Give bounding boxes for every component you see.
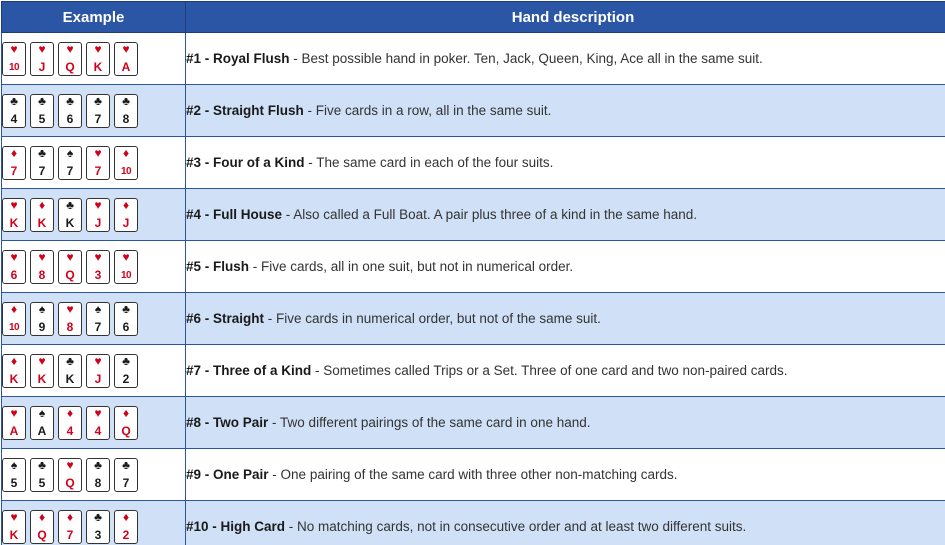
description-cell	[186, 137, 945, 189]
playing-card	[30, 250, 54, 284]
card-rank-label: Q	[65, 475, 75, 490]
playing-card	[58, 302, 82, 336]
playing-card	[86, 458, 110, 492]
playing-card	[30, 406, 54, 440]
card-rank-label: 7	[66, 527, 74, 542]
playing-card	[86, 146, 110, 180]
example-cell	[2, 241, 186, 293]
card-rank-label: A	[121, 59, 131, 74]
diamonds-suit-icon: ♦	[122, 405, 130, 420]
card-rank-label: K	[65, 371, 75, 386]
hand-description-text: Five cards in numerical order, but not of the same suit.	[276, 311, 601, 326]
table-row	[2, 33, 945, 85]
hand-description-text: Also called a Full Boat. A pair plus three of a kind in the same hand.	[293, 207, 698, 222]
clubs-suit-icon: ♣	[38, 93, 46, 108]
card-rank-label: Q	[65, 267, 75, 282]
playing-card	[30, 198, 54, 232]
playing-card	[30, 510, 54, 544]
hand-rank-label: #3 - Four of a Kind	[186, 155, 305, 170]
diamonds-suit-icon: ♦	[122, 197, 130, 212]
card-rank-label: 8	[38, 267, 46, 282]
hearts-suit-icon: ♥	[10, 197, 18, 212]
description-cell	[186, 241, 945, 293]
description-cell	[186, 85, 945, 137]
card-rank-label: K	[9, 215, 19, 230]
card-rank-label: K	[9, 527, 19, 542]
column-header-description: Hand description	[186, 2, 945, 33]
card-rank-label: 5	[10, 475, 18, 490]
table-body	[2, 33, 945, 545]
table-row	[2, 137, 945, 189]
hearts-suit-icon: ♥	[38, 41, 46, 56]
description-cell	[186, 397, 945, 449]
clubs-suit-icon: ♣	[94, 457, 102, 472]
hearts-suit-icon: ♥	[66, 41, 74, 56]
separator-text: -	[304, 155, 317, 170]
card-rank-label: 2	[122, 527, 130, 542]
card-rank-label: K	[37, 371, 47, 386]
playing-card	[2, 302, 26, 336]
separator-text: -	[289, 51, 302, 66]
playing-card	[30, 146, 54, 180]
card-rank-label: 4	[94, 423, 102, 438]
diamonds-suit-icon: ♦	[122, 145, 130, 160]
card-rank-label: J	[38, 59, 46, 74]
clubs-suit-icon: ♣	[38, 145, 46, 160]
header-row	[2, 2, 945, 33]
table-row	[2, 449, 945, 501]
playing-card	[2, 458, 26, 492]
card-rank-label: 3	[94, 267, 102, 282]
example-cell	[2, 189, 186, 241]
hearts-suit-icon: ♥	[94, 353, 102, 368]
spades-suit-icon: ♠	[94, 301, 102, 316]
hearts-suit-icon: ♥	[38, 249, 46, 264]
card-rank-label: Q	[37, 527, 47, 542]
hand-description-text: The same card in each of the four suits.	[316, 155, 554, 170]
hand-description-text: One pairing of the same card with three other non-matching cards.	[280, 467, 678, 482]
card-rank-label: 5	[38, 475, 46, 490]
example-cell	[2, 293, 186, 345]
table-row	[2, 345, 945, 397]
card-rank-label: A	[9, 423, 19, 438]
card-rank-label: Q	[65, 59, 75, 74]
example-cell	[2, 501, 186, 545]
table-row	[2, 293, 945, 345]
clubs-suit-icon: ♣	[38, 457, 46, 472]
card-rank-label: 8	[66, 319, 74, 334]
table-row	[2, 189, 945, 241]
card-rank-label: 8	[122, 111, 130, 126]
card-rank-label: Q	[121, 423, 131, 438]
card-rank-label: 6	[122, 319, 130, 334]
description-cell	[186, 293, 945, 345]
playing-card	[58, 198, 82, 232]
playing-card	[86, 406, 110, 440]
example-cell	[2, 137, 186, 189]
playing-card	[114, 42, 138, 76]
hand-rank-label: #9 - One Pair	[186, 467, 269, 482]
playing-card	[86, 354, 110, 388]
clubs-suit-icon: ♣	[122, 93, 130, 108]
hearts-suit-icon: ♥	[10, 405, 18, 420]
poker-hands-table	[1, 1, 945, 545]
separator-text: -	[303, 103, 316, 118]
card-rank-label: 7	[38, 163, 46, 178]
playing-card	[30, 354, 54, 388]
playing-card	[86, 302, 110, 336]
diamonds-suit-icon: ♦	[10, 301, 18, 316]
separator-text: -	[264, 311, 277, 326]
card-rank-label: 7	[66, 163, 74, 178]
table-row	[2, 501, 945, 545]
card-rank-label: 6	[10, 267, 18, 282]
hand-rank-label: #1 - Royal Flush	[186, 51, 290, 66]
playing-card	[2, 510, 26, 544]
hand-description-text: Five cards, all in one suit, but not in numerical order.	[261, 259, 574, 274]
playing-card	[114, 250, 138, 284]
card-rank-label: 10	[120, 165, 132, 177]
card-rank-label: J	[94, 371, 102, 386]
hearts-suit-icon: ♥	[94, 145, 102, 160]
hand-description-text: Five cards in a row, all in the same suit.	[315, 103, 552, 118]
card-rank-label: 3	[94, 527, 102, 542]
playing-card	[2, 250, 26, 284]
playing-card	[30, 42, 54, 76]
hearts-suit-icon: ♥	[94, 197, 102, 212]
playing-card	[58, 406, 82, 440]
playing-card	[114, 458, 138, 492]
example-cell	[2, 33, 186, 85]
playing-card	[58, 94, 82, 128]
separator-text: -	[311, 363, 324, 378]
example-cell	[2, 85, 186, 137]
playing-card	[114, 406, 138, 440]
table-row	[2, 397, 945, 449]
playing-card	[2, 146, 26, 180]
playing-card	[58, 250, 82, 284]
diamonds-suit-icon: ♦	[38, 197, 46, 212]
hearts-suit-icon: ♥	[10, 249, 18, 264]
description-cell	[186, 33, 945, 85]
playing-card	[86, 42, 110, 76]
separator-text: -	[285, 519, 298, 534]
card-rank-label: 7	[94, 163, 102, 178]
playing-card	[30, 458, 54, 492]
spades-suit-icon: ♠	[66, 145, 74, 160]
playing-card	[114, 354, 138, 388]
diamonds-suit-icon: ♦	[66, 509, 74, 524]
playing-card	[58, 458, 82, 492]
spades-suit-icon: ♠	[38, 405, 46, 420]
diamonds-suit-icon: ♦	[122, 509, 130, 524]
clubs-suit-icon: ♣	[66, 353, 74, 368]
diamonds-suit-icon: ♦	[38, 509, 46, 524]
card-rank-label: J	[122, 215, 130, 230]
card-rank-label: 10	[8, 61, 20, 73]
column-header-example: Example	[2, 2, 186, 33]
spades-suit-icon: ♠	[10, 457, 18, 472]
hearts-suit-icon: ♥	[122, 41, 130, 56]
separator-text: -	[268, 415, 281, 430]
playing-card	[114, 302, 138, 336]
hearts-suit-icon: ♥	[94, 41, 102, 56]
card-rank-label: 7	[10, 163, 18, 178]
hand-rank-label: #8 - Two Pair	[186, 415, 269, 430]
hearts-suit-icon: ♥	[10, 41, 18, 56]
spades-suit-icon: ♠	[38, 301, 46, 316]
card-rank-label: 4	[66, 423, 74, 438]
hand-rank-label: #4 - Full House	[186, 207, 283, 222]
clubs-suit-icon: ♣	[122, 353, 130, 368]
playing-card	[58, 510, 82, 544]
playing-card	[114, 94, 138, 128]
hearts-suit-icon: ♥	[10, 509, 18, 524]
hearts-suit-icon: ♥	[122, 249, 130, 264]
diamonds-suit-icon: ♦	[10, 353, 18, 368]
hearts-suit-icon: ♥	[94, 405, 102, 420]
hand-description-text: No matching cards, not in consecutive order and at least two different suits.	[297, 519, 747, 534]
clubs-suit-icon: ♣	[94, 93, 102, 108]
hand-rank-label: #7 - Three of a Kind	[186, 363, 312, 378]
card-rank-label: 9	[38, 319, 46, 334]
playing-card	[86, 198, 110, 232]
description-cell	[186, 449, 945, 501]
hearts-suit-icon: ♥	[94, 249, 102, 264]
playing-card	[58, 42, 82, 76]
card-rank-label: K	[37, 215, 47, 230]
card-rank-label: 10	[120, 269, 132, 281]
card-rank-label: 4	[10, 111, 18, 126]
card-rank-label: 10	[8, 321, 20, 333]
hearts-suit-icon: ♥	[66, 457, 74, 472]
hearts-suit-icon: ♥	[38, 353, 46, 368]
example-cell	[2, 397, 186, 449]
hand-rank-label: #2 - Straight Flush	[186, 103, 304, 118]
playing-card	[2, 406, 26, 440]
playing-card	[30, 94, 54, 128]
diamonds-suit-icon: ♦	[10, 145, 18, 160]
playing-card	[2, 198, 26, 232]
example-cell	[2, 345, 186, 397]
separator-text: -	[282, 207, 294, 222]
card-rank-label: K	[9, 371, 19, 386]
hand-description-text: Best possible hand in poker. Ten, Jack, Queen, King, Ace all in the same suit.	[301, 51, 763, 66]
clubs-suit-icon: ♣	[122, 457, 130, 472]
card-rank-label: 5	[38, 111, 46, 126]
hand-rank-label: #5 - Flush	[186, 259, 250, 274]
card-rank-label: 6	[66, 111, 74, 126]
hand-rank-label: #6 - Straight	[186, 311, 265, 326]
hand-description-text: Two different pairings of the same card in one hand.	[280, 415, 591, 430]
card-rank-label: J	[94, 215, 102, 230]
description-cell	[186, 501, 945, 545]
description-cell	[186, 345, 945, 397]
table-row	[2, 85, 945, 137]
playing-card	[114, 510, 138, 544]
card-rank-label: 2	[122, 371, 130, 386]
playing-card	[86, 510, 110, 544]
playing-card	[30, 302, 54, 336]
card-rank-label: 7	[122, 475, 130, 490]
playing-card	[58, 146, 82, 180]
table-row	[2, 241, 945, 293]
playing-card	[2, 354, 26, 388]
card-rank-label: K	[65, 215, 75, 230]
clubs-suit-icon: ♣	[122, 301, 130, 316]
diamonds-suit-icon: ♦	[66, 405, 74, 420]
clubs-suit-icon: ♣	[10, 93, 18, 108]
example-cell	[2, 449, 186, 501]
playing-card	[114, 146, 138, 180]
hearts-suit-icon: ♥	[66, 301, 74, 316]
playing-card	[58, 354, 82, 388]
playing-card	[2, 42, 26, 76]
separator-text: -	[268, 467, 281, 482]
description-cell	[186, 189, 945, 241]
card-rank-label: A	[37, 423, 47, 438]
card-rank-label: 8	[94, 475, 102, 490]
clubs-suit-icon: ♣	[66, 93, 74, 108]
clubs-suit-icon: ♣	[94, 509, 102, 524]
separator-text: -	[249, 259, 262, 274]
playing-card	[2, 94, 26, 128]
playing-card	[114, 198, 138, 232]
hand-rank-label: #10 - High Card	[186, 519, 286, 534]
playing-card	[86, 250, 110, 284]
clubs-suit-icon: ♣	[66, 197, 74, 212]
card-rank-label: K	[93, 59, 103, 74]
card-rank-label: 7	[94, 319, 102, 334]
card-rank-label: 7	[94, 111, 102, 126]
hearts-suit-icon: ♥	[66, 249, 74, 264]
hand-description-text: Sometimes called Trips or a Set. Three of one card and two non-paired cards.	[323, 363, 788, 378]
table-header	[2, 2, 945, 33]
playing-card	[86, 94, 110, 128]
